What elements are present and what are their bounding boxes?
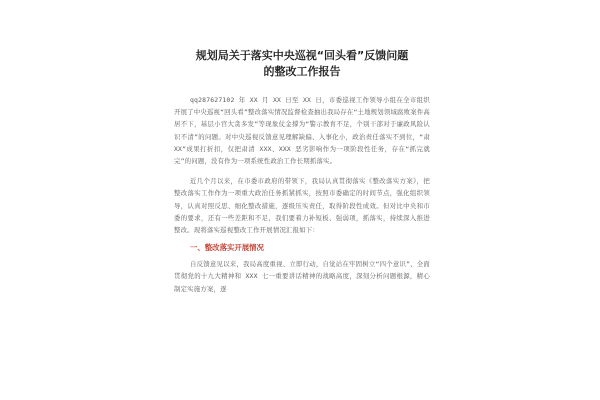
report-title-line-1: 规划局关于落实中央巡视“回头看”反馈问题 bbox=[195, 49, 409, 62]
paragraph-section-body: 自反馈意见以来，我局高度重视、立即行动，自觉站在牢固树立“四个意识”、全面贯彻党的十九大精神和 XXX 七一重要讲话精神的战略高度，深刻分析问题根源，精心制定实施方案，逐 bbox=[174, 260, 430, 293]
paragraph-intro: qq287627102 年 XX 月 XX 日至 XX 日，市委巡视工作领导小组在全市组织开展了中央巡视“回头看”整改落实情况监督检查抽出我局存在“土地规划领域腐败案件高居不下，基层小官大贪多发”等现象仗金撑为“警示教育不足，个别干部对于廉政风险认识不清”的问题。对中央巡视反馈意见理解缺偏、入事化小，政治责任落实不到位，“肃 XX”成果打折扣，仅把肃清 XXX、XXX 恶劣影响作为一项阶段性任务，存在“抓完就完”的问题，没有作为一项系统性政治工作长期抓落实。 bbox=[174, 96, 430, 166]
report-title-line-2: 的整改工作报告 bbox=[263, 65, 341, 78]
section-heading: 一、整改落实开展情况 bbox=[190, 243, 264, 253]
paragraph-progress: 近几个月以来，在市委市政府的带领下，我局认真贯彻落实《整改落实方案》，把整改落实工作作为一项重大政治任务抓紧抓实，按照市委确定的时间节点，强化组织领导，认真对照反思、细化整改措施，逐级压实责任，取得阶段性成效。但对比中央和市委的要求，还有一些差距和不足，我们要着力补短板、强弱项，抓落实，持续深入推进整改。现将落实巡视整改工作开展情况汇报如下： bbox=[174, 177, 430, 235]
report-document bbox=[174, 48, 430, 295]
report-title bbox=[174, 48, 430, 80]
